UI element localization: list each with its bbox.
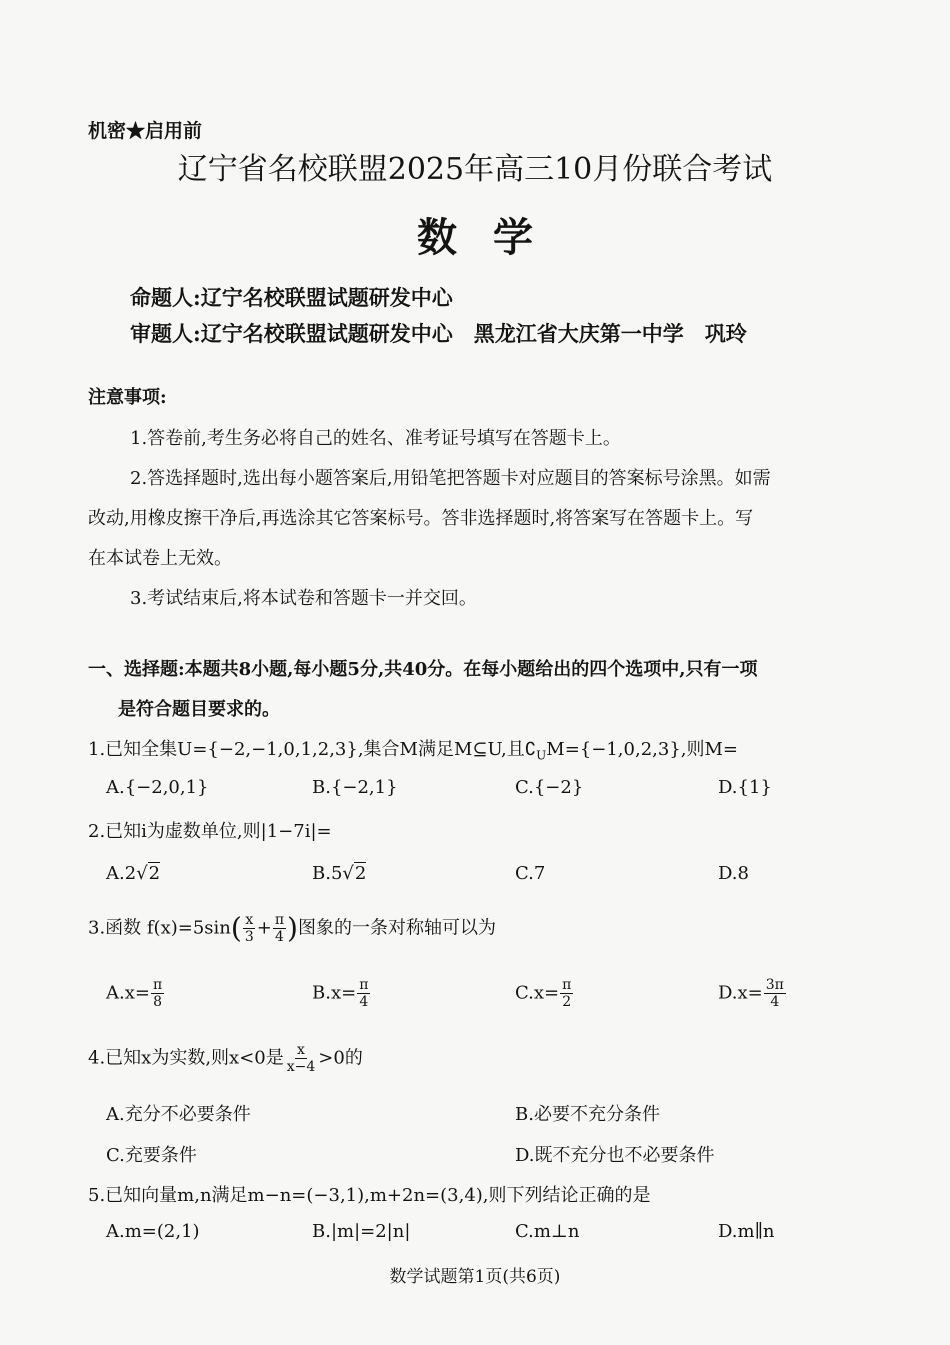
section-heading-line-1: 一、选择题:本题共8小题,每小题5分,共40分。在每小题给出的四个选项中,只有一项 — [88, 659, 758, 680]
q3-fraction-x-over-3: $\frac{x}{3}$ — [244, 912, 254, 945]
q1-stem-part-a: 1.已知全集U={−2,−1,0,1,2,3},集合M满足M⊆U,且 — [88, 739, 525, 760]
question-4-stem — [88, 1042, 363, 1075]
q4-option-d: D.既不充分也不必要条件 — [515, 1145, 715, 1166]
exam-title: 辽宁省名校联盟2025年高三10月份联合考试 — [177, 152, 773, 187]
q1-option-d: D.{1} — [718, 777, 772, 798]
question-5-stem: 5.已知向量m,n满足m−n=(−3,1),m+2n=(3,4),则下列结论正确的是 — [88, 1185, 651, 1206]
q3-plus: + — [256, 917, 272, 939]
question-3-stem: 3.函数 f(x)=5sin( $\frac{x}{3}$ + $\frac{\pi}{4}$ )图象的一条对称轴可以为 — [88, 911, 496, 945]
q4-option-a: A.充分不必要条件 — [106, 1104, 251, 1125]
note-item-2-line-2: 改动,用橡皮擦干净后,再选涂其它答案标号。答非选择题时,将答案写在答题卡上。写 — [88, 508, 754, 529]
q1-option-c: C.{−2} — [515, 777, 584, 798]
q3-option-d: D.x= $\frac{3\pi}{4}$ — [718, 977, 784, 1010]
q4-stem-suffix: >0的 — [318, 1047, 363, 1069]
question-2-stem: 2.已知i为虚数单位,则|1−7i|= — [88, 821, 332, 842]
q3-fraction-pi-over-4: $\frac{\pi}{4}$ — [274, 912, 285, 945]
note-item-2-line-3: 在本试卷上无效。 — [88, 548, 232, 569]
q1-option-b: B.{−2,1} — [312, 777, 398, 798]
q5-option-a: A.m=(2,1) — [106, 1221, 200, 1242]
q5-option-c: C.m⊥n — [515, 1221, 580, 1242]
q4-option-c: C.充要条件 — [106, 1145, 197, 1166]
q2-option-d: D.8 — [718, 863, 749, 884]
confidential-label: 机密★启用前 — [88, 120, 203, 142]
q2-option-b: B.5√2 — [312, 863, 367, 884]
question-setter: 命题人:辽宁名校联盟试题研发中心 — [130, 285, 453, 310]
question-reviewer: 审题人:辽宁名校联盟试题研发中心 黑龙江省大庆第一中学 巩玲 — [130, 321, 747, 346]
page-footer: 数学试题第1页(共6页) — [389, 1267, 561, 1287]
complement-symbol: ∁ — [524, 739, 537, 760]
note-item-1: 1.答卷前,考生务必将自己的姓名、准考证号填写在答题卡上。 — [130, 428, 621, 449]
q4-option-b: B.必要不充分条件 — [515, 1104, 660, 1125]
subject-title: 数学 — [417, 214, 569, 261]
q2-option-a: A.2√2 — [106, 863, 161, 884]
complement-subscript: U — [536, 748, 547, 763]
q5-option-b: B.|m|=2|n| — [312, 1221, 411, 1242]
q5-option-d: D.m∥n — [718, 1221, 775, 1242]
note-item-2-line-1: 2.答选择题时,选出每小题答案后,用铅笔把答题卡对应题目的答案标号涂黑。如需 — [130, 468, 771, 489]
q3-option-c: C.x= $\frac{\pi}{2}$ — [515, 977, 572, 1010]
q2-a-radicand: 2 — [148, 863, 161, 884]
q4-fraction: $\frac{x}{x-4}$ — [286, 1042, 316, 1075]
q1-option-a: A.{−2,0,1} — [106, 777, 209, 798]
note-item-3: 3.考试结束后,将本试卷和答题卡一并交回。 — [130, 588, 477, 609]
q3-function-prefix: 3.函数 f(x)=5sin — [88, 917, 231, 939]
q2-b-radicand: 2 — [354, 863, 367, 884]
q4-stem-prefix: 4.已知x为实数,则x<0是 — [88, 1047, 284, 1069]
q1-stem-part-c: M={−1,0,2,3},则M= — [546, 739, 739, 760]
notes-heading: 注意事项: — [88, 387, 167, 408]
question-1-stem — [88, 735, 738, 763]
q2-b-coefficient: B.5 — [312, 863, 343, 884]
section-heading-line-2: 是符合题目要求的。 — [118, 699, 280, 720]
q3-stem-suffix: 图象的一条对称轴可以为 — [297, 917, 496, 939]
q3-option-b: B.x= $\frac{\pi}{4}$ — [312, 977, 369, 1010]
q2-a-coefficient: A.2 — [106, 863, 137, 884]
q2-option-c: C.7 — [515, 863, 546, 884]
q3-option-a: A.x= $\frac{\pi}{8}$ — [106, 977, 163, 1010]
